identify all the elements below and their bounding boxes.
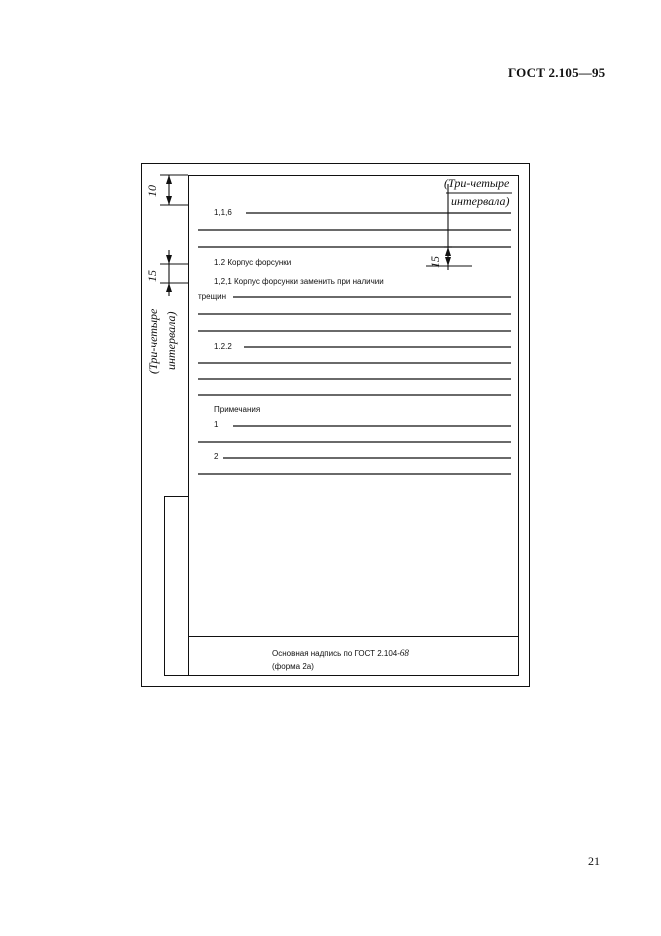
item-1-2-heading: 1.2 Корпус форсунки: [214, 258, 292, 267]
dimension-10-label: 10: [145, 185, 159, 197]
item-1-1-6: 1,1,6: [214, 208, 232, 217]
note-2-number: 2: [214, 452, 219, 461]
page-number: 21: [588, 854, 600, 868]
notes-title: Примечания: [214, 405, 261, 414]
title-block-caption-prefix: Основная надпись по ГОСТ 2.104-: [272, 649, 400, 658]
standard-header: ГОСТ 2.105—95: [508, 65, 606, 80]
title-block-form: (форма 2а): [272, 662, 314, 671]
note-side-line2: интервала): [164, 311, 178, 370]
note-side-line1: (Три-четыре: [146, 308, 160, 374]
note-1-number: 1: [214, 420, 219, 429]
dimension-15-right-label: 15: [428, 256, 442, 268]
item-1-2-1-continuation: трещин: [198, 292, 227, 301]
item-1-2-2: 1.2.2: [214, 342, 232, 351]
item-1-2-1-text: 1,2,1 Корпус форсунки заменить при наличии: [214, 277, 384, 286]
dimension-15-side-label: 15: [145, 270, 159, 282]
note-top-line2: интервала): [451, 194, 510, 208]
note-top-line1: (Три-четыре: [444, 176, 510, 190]
title-block-caption: [272, 648, 409, 658]
title-block-caption-year: 68: [399, 648, 409, 658]
